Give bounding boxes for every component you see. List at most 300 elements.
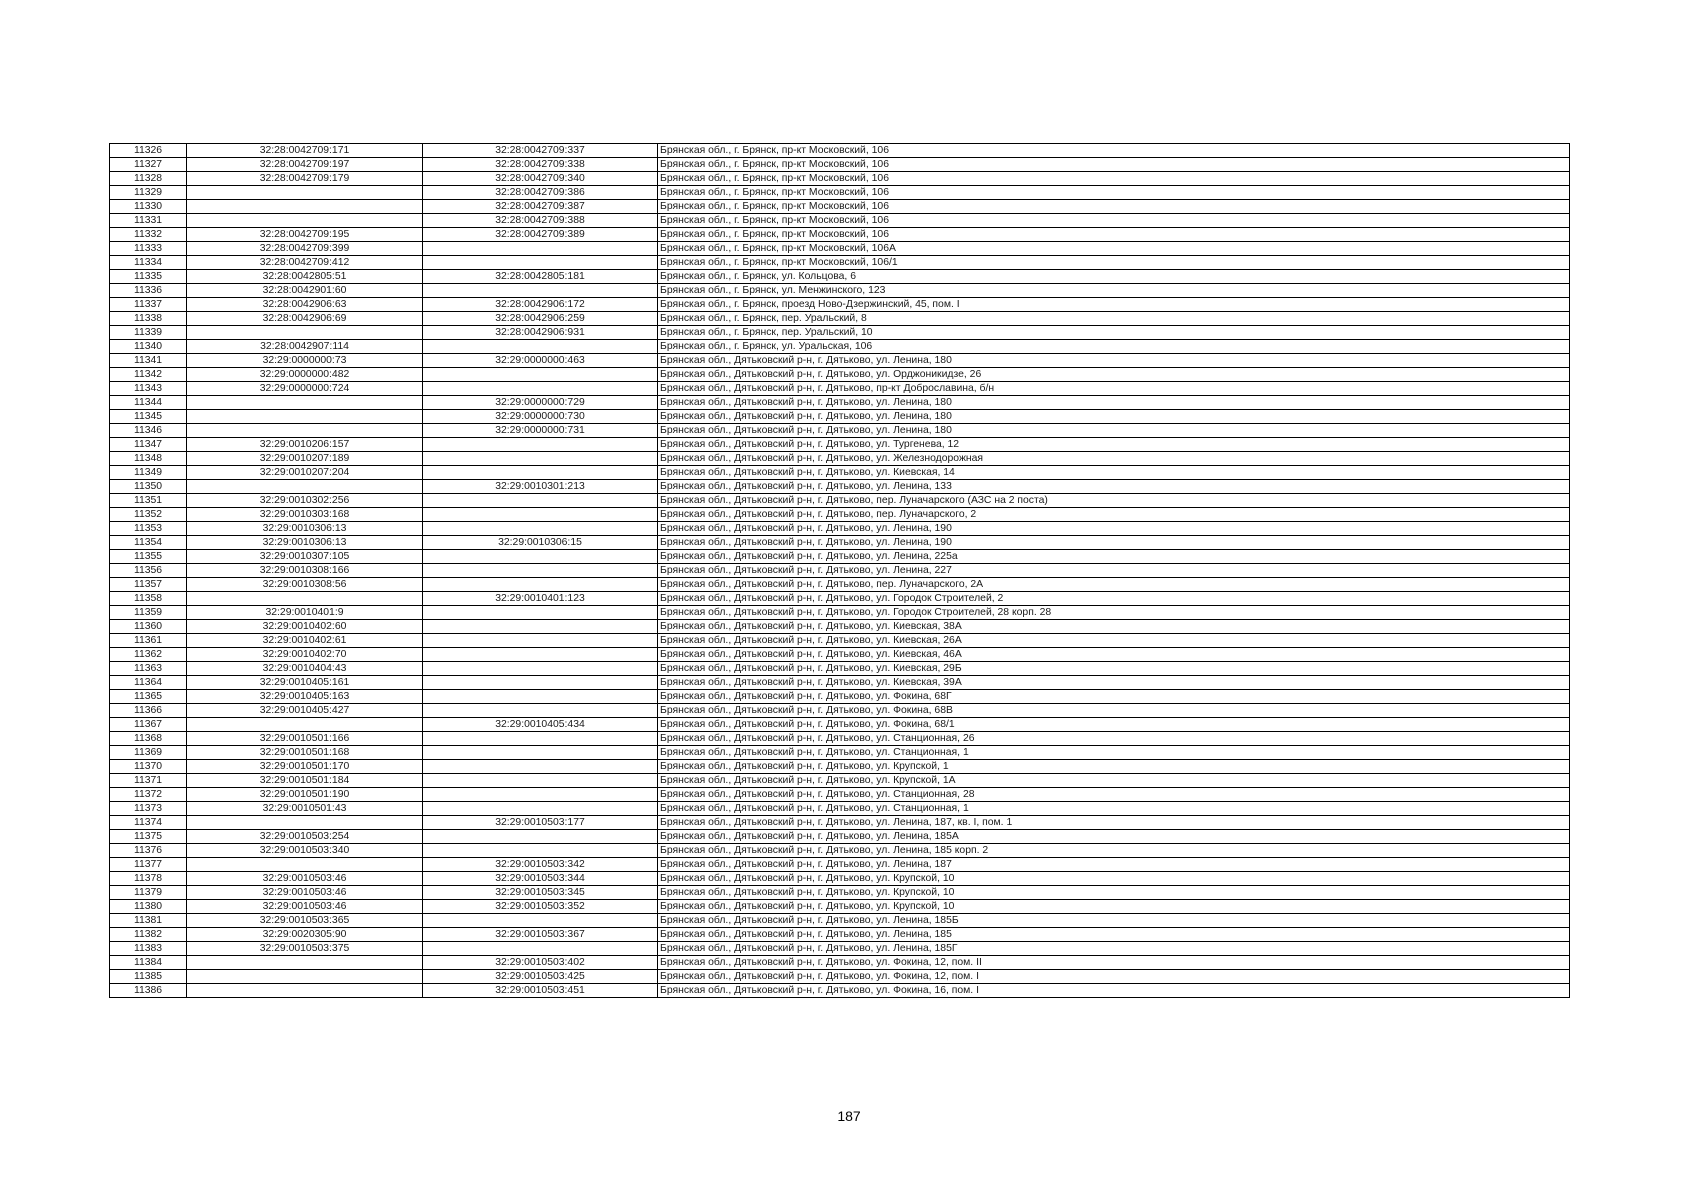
table-row [110, 200, 1570, 214]
table-row [110, 872, 1570, 886]
table-row [110, 452, 1570, 466]
cadastral-number-cell: 32:29:0010501:168 [187, 746, 423, 760]
object-number-cell: 32:29:0010306:15 [423, 536, 658, 550]
cadastral-number-cell: 32:29:0010303:168 [187, 508, 423, 522]
address-cell: Брянская обл., Дятьковский р-н, г. Дятьково, ул. Киевская, 39А [658, 676, 1570, 690]
object-number-cell [423, 802, 658, 816]
table-row [110, 704, 1570, 718]
address-cell: Брянская обл., Дятьковский р-н, г. Дятьково, ул. Крупской, 10 [658, 886, 1570, 900]
object-number-cell: 32:28:0042906:172 [423, 298, 658, 312]
row-number-cell: 11381 [110, 914, 187, 928]
object-number-cell: 32:28:0042709:388 [423, 214, 658, 228]
table-row [110, 368, 1570, 382]
row-number-cell: 11355 [110, 550, 187, 564]
table-row [110, 578, 1570, 592]
cadastral-number-cell [187, 816, 423, 830]
address-cell: Брянская обл., г. Брянск, ул. Кольцова, 6 [658, 270, 1570, 284]
table-row [110, 242, 1570, 256]
cadastral-number-cell: 32:29:0010402:60 [187, 620, 423, 634]
table-row [110, 746, 1570, 760]
table-row [110, 830, 1570, 844]
row-number-cell: 11337 [110, 298, 187, 312]
object-number-cell [423, 382, 658, 396]
cadastral-number-cell: 32:29:0010401:9 [187, 606, 423, 620]
address-cell: Брянская обл., Дятьковский р-н, г. Дятьково, ул. Крупской, 10 [658, 900, 1570, 914]
row-number-cell: 11334 [110, 256, 187, 270]
object-number-cell [423, 704, 658, 718]
cadastral-number-cell: 32:29:0010306:13 [187, 536, 423, 550]
address-cell: Брянская обл., Дятьковский р-н, г. Дятьково, ул. Ленина, 227 [658, 564, 1570, 578]
table-row [110, 942, 1570, 956]
object-number-cell: 32:28:0042709:387 [423, 200, 658, 214]
object-number-cell [423, 844, 658, 858]
table-row [110, 256, 1570, 270]
object-number-cell [423, 676, 658, 690]
address-cell: Брянская обл., Дятьковский р-н, г. Дятьково, ул. Орджоникидзе, 26 [658, 368, 1570, 382]
table-row [110, 550, 1570, 564]
row-number-cell: 11329 [110, 186, 187, 200]
object-number-cell [423, 788, 658, 802]
row-number-cell: 11336 [110, 284, 187, 298]
cadastral-number-cell: 32:29:0010307:105 [187, 550, 423, 564]
address-cell: Брянская обл., Дятьковский р-н, г. Дятьково, ул. Фокина, 68В [658, 704, 1570, 718]
row-number-cell: 11386 [110, 984, 187, 998]
table-row [110, 326, 1570, 340]
address-cell: Брянская обл., Дятьковский р-н, г. Дятьково, ул. Ленина, 180 [658, 410, 1570, 424]
table-row [110, 676, 1570, 690]
cadastral-number-cell: 32:28:0042901:60 [187, 284, 423, 298]
cadastral-number-cell [187, 984, 423, 998]
row-number-cell: 11356 [110, 564, 187, 578]
table-row [110, 956, 1570, 970]
cadastral-number-cell: 32:29:0010207:189 [187, 452, 423, 466]
object-number-cell: 32:28:0042805:181 [423, 270, 658, 284]
cadastral-number-cell [187, 214, 423, 228]
cadastral-number-cell: 32:28:0042709:179 [187, 172, 423, 186]
table-row [110, 984, 1570, 998]
table-row [110, 508, 1570, 522]
cadastral-number-cell: 32:29:0010302:256 [187, 494, 423, 508]
table-row [110, 172, 1570, 186]
row-number-cell: 11341 [110, 354, 187, 368]
table-row [110, 844, 1570, 858]
row-number-cell: 11376 [110, 844, 187, 858]
cadastral-number-cell: 32:29:0010306:13 [187, 522, 423, 536]
table-row [110, 690, 1570, 704]
table-row [110, 788, 1570, 802]
cadastral-number-cell: 32:28:0042907:114 [187, 340, 423, 354]
address-cell: Брянская обл., Дятьковский р-н, г. Дятьково, ул. Ленина, 187 [658, 858, 1570, 872]
cadastral-number-cell: 32:29:0010503:46 [187, 886, 423, 900]
cadastral-number-cell: 32:29:0010405:163 [187, 690, 423, 704]
row-number-cell: 11379 [110, 886, 187, 900]
row-number-cell: 11377 [110, 858, 187, 872]
cadastral-number-cell: 32:29:0010308:166 [187, 564, 423, 578]
cadastral-number-cell: 32:29:0010402:61 [187, 634, 423, 648]
address-cell: Брянская обл., Дятьковский р-н, г. Дятьково, пер. Луначарского (АЗС на 2 поста) [658, 494, 1570, 508]
object-number-cell: 32:29:0010503:352 [423, 900, 658, 914]
cadastral-number-cell: 32:29:0010501:184 [187, 774, 423, 788]
table-row [110, 928, 1570, 942]
row-number-cell: 11375 [110, 830, 187, 844]
cadastral-number-cell: 32:29:0000000:73 [187, 354, 423, 368]
object-number-cell [423, 438, 658, 452]
table-row [110, 228, 1570, 242]
table-row [110, 312, 1570, 326]
table-row [110, 620, 1570, 634]
object-number-cell [423, 466, 658, 480]
address-cell: Брянская обл., г. Брянск, пр-кт Московский, 106 [658, 172, 1570, 186]
cadastral-number-cell: 32:29:0010501:170 [187, 760, 423, 774]
cadastral-number-cell: 32:29:0010501:166 [187, 732, 423, 746]
table-row [110, 536, 1570, 550]
table-row [110, 662, 1570, 676]
address-cell: Брянская обл., г. Брянск, ул. Уральская, 106 [658, 340, 1570, 354]
table-row [110, 382, 1570, 396]
object-number-cell: 32:28:0042709:337 [423, 144, 658, 158]
address-cell: Брянская обл., Дятьковский р-н, г. Дятьково, ул. Фокина, 12, пом. II [658, 956, 1570, 970]
row-number-cell: 11378 [110, 872, 187, 886]
cadastral-number-cell: 32:28:0042709:197 [187, 158, 423, 172]
row-number-cell: 11385 [110, 970, 187, 984]
row-number-cell: 11362 [110, 648, 187, 662]
table-row [110, 718, 1570, 732]
row-number-cell: 11373 [110, 802, 187, 816]
object-number-cell [423, 942, 658, 956]
object-number-cell [423, 732, 658, 746]
address-cell: Брянская обл., Дятьковский р-н, г. Дятьково, ул. Станционная, 1 [658, 746, 1570, 760]
address-cell: Брянская обл., г. Брянск, пр-кт Московский, 106 [658, 186, 1570, 200]
table-row [110, 298, 1570, 312]
row-number-cell: 11359 [110, 606, 187, 620]
row-number-cell: 11331 [110, 214, 187, 228]
row-number-cell: 11340 [110, 340, 187, 354]
address-cell: Брянская обл., г. Брянск, пр-кт Московский, 106 [658, 228, 1570, 242]
cadastral-number-cell: 32:29:0010501:43 [187, 802, 423, 816]
address-cell: Брянская обл., Дятьковский р-н, г. Дятьково, ул. Киевская, 38А [658, 620, 1570, 634]
object-number-cell [423, 522, 658, 536]
object-number-cell [423, 648, 658, 662]
table-row [110, 522, 1570, 536]
table-row [110, 186, 1570, 200]
row-number-cell: 11358 [110, 592, 187, 606]
row-number-cell: 11338 [110, 312, 187, 326]
cadastral-number-cell: 32:28:0042906:69 [187, 312, 423, 326]
address-cell: Брянская обл., Дятьковский р-н, г. Дятьково, ул. Фокина, 68Г [658, 690, 1570, 704]
address-cell: Брянская обл., Дятьковский р-н, г. Дятьково, ул. Городок Строителей, 28 корп. 28 [658, 606, 1570, 620]
address-cell: Брянская обл., г. Брянск, пер. Уральский, 8 [658, 312, 1570, 326]
table-row [110, 410, 1570, 424]
cadastral-number-cell: 32:29:0010207:204 [187, 466, 423, 480]
cadastral-number-cell: 32:29:0010503:46 [187, 872, 423, 886]
table-row [110, 970, 1570, 984]
cadastral-number-cell: 32:29:0010503:365 [187, 914, 423, 928]
table-row [110, 774, 1570, 788]
row-number-cell: 11383 [110, 942, 187, 956]
row-number-cell: 11357 [110, 578, 187, 592]
cadastral-number-cell: 32:29:0010206:157 [187, 438, 423, 452]
address-cell: Брянская обл., г. Брянск, проезд Ново-Дзержинский, 45, пом. I [658, 298, 1570, 312]
row-number-cell: 11332 [110, 228, 187, 242]
object-number-cell: 32:28:0042709:386 [423, 186, 658, 200]
object-number-cell: 32:29:0010405:434 [423, 718, 658, 732]
object-number-cell [423, 690, 658, 704]
table-row [110, 214, 1570, 228]
object-number-cell: 32:29:0010503:344 [423, 872, 658, 886]
address-cell: Брянская обл., Дятьковский р-н, г. Дятьково, ул. Станционная, 28 [658, 788, 1570, 802]
object-number-cell: 32:29:0010503:345 [423, 886, 658, 900]
address-cell: Брянская обл., Дятьковский р-н, г. Дятьково, ул. Фокина, 16, пом. I [658, 984, 1570, 998]
address-cell: Брянская обл., Дятьковский р-н, г. Дятьково, ул. Ленина, 185 [658, 928, 1570, 942]
address-cell: Брянская обл., Дятьковский р-н, г. Дятьково, ул. Тургенева, 12 [658, 438, 1570, 452]
row-number-cell: 11353 [110, 522, 187, 536]
table-row [110, 886, 1570, 900]
address-cell: Брянская обл., Дятьковский р-н, г. Дятьково, ул. Киевская, 26А [658, 634, 1570, 648]
row-number-cell: 11328 [110, 172, 187, 186]
object-number-cell [423, 508, 658, 522]
object-number-cell [423, 494, 658, 508]
object-number-cell [423, 634, 658, 648]
object-number-cell [423, 620, 658, 634]
object-number-cell: 32:29:0010503:425 [423, 970, 658, 984]
row-number-cell: 11343 [110, 382, 187, 396]
cadastral-number-cell [187, 970, 423, 984]
cadastral-number-cell: 32:29:0010503:254 [187, 830, 423, 844]
table-row [110, 424, 1570, 438]
row-number-cell: 11360 [110, 620, 187, 634]
cadastral-number-cell: 32:29:0010503:340 [187, 844, 423, 858]
address-cell: Брянская обл., Дятьковский р-н, г. Дятьково, ул. Крупской, 1А [658, 774, 1570, 788]
table-row [110, 732, 1570, 746]
object-number-cell: 32:28:0042906:931 [423, 326, 658, 340]
object-number-cell: 32:29:0000000:730 [423, 410, 658, 424]
row-number-cell: 11371 [110, 774, 187, 788]
row-number-cell: 11369 [110, 746, 187, 760]
table-row [110, 592, 1570, 606]
object-number-cell: 32:28:0042709:340 [423, 172, 658, 186]
object-number-cell: 32:29:0010301:213 [423, 480, 658, 494]
object-number-cell [423, 550, 658, 564]
cadastral-number-cell: 32:28:0042906:63 [187, 298, 423, 312]
row-number-cell: 11342 [110, 368, 187, 382]
row-number-cell: 11368 [110, 732, 187, 746]
row-number-cell: 11354 [110, 536, 187, 550]
table-row [110, 158, 1570, 172]
address-cell: Брянская обл., Дятьковский р-н, г. Дятьково, ул. Ленина, 185 корп. 2 [658, 844, 1570, 858]
cadastral-number-cell [187, 396, 423, 410]
row-number-cell: 11347 [110, 438, 187, 452]
object-number-cell: 32:29:0010503:451 [423, 984, 658, 998]
address-cell: Брянская обл., Дятьковский р-н, г. Дятьково, ул. Крупской, 1 [658, 760, 1570, 774]
object-number-cell [423, 606, 658, 620]
object-number-cell: 32:29:0000000:731 [423, 424, 658, 438]
address-cell: Брянская обл., Дятьковский р-н, г. Дятьково, ул. Фокина, 68/1 [658, 718, 1570, 732]
object-number-cell [423, 662, 658, 676]
object-number-cell [423, 340, 658, 354]
cadastral-number-cell [187, 326, 423, 340]
row-number-cell: 11364 [110, 676, 187, 690]
table-row [110, 760, 1570, 774]
cadastral-number-cell [187, 480, 423, 494]
object-number-cell: 32:29:0010503:402 [423, 956, 658, 970]
address-cell: Брянская обл., Дятьковский р-н, г. Дятьково, ул. Ленина, 187, кв. I, пом. 1 [658, 816, 1570, 830]
cadastral-number-cell [187, 592, 423, 606]
table-body [110, 144, 1570, 998]
row-number-cell: 11363 [110, 662, 187, 676]
object-number-cell [423, 578, 658, 592]
row-number-cell: 11380 [110, 900, 187, 914]
row-number-cell: 11352 [110, 508, 187, 522]
cadastral-number-cell: 32:29:0010503:46 [187, 900, 423, 914]
object-number-cell [423, 256, 658, 270]
address-cell: Брянская обл., Дятьковский р-н, г. Дятьково, ул. Фокина, 12, пом. I [658, 970, 1570, 984]
cadastral-number-cell: 32:29:0010404:43 [187, 662, 423, 676]
row-number-cell: 11335 [110, 270, 187, 284]
row-number-cell: 11366 [110, 704, 187, 718]
object-number-cell: 32:29:0010401:123 [423, 592, 658, 606]
address-cell: Брянская обл., Дятьковский р-н, г. Дятьково, ул. Ленина, 185Г [658, 942, 1570, 956]
object-number-cell: 32:29:0010503:177 [423, 816, 658, 830]
cadastral-number-cell: 32:28:0042709:195 [187, 228, 423, 242]
object-number-cell [423, 746, 658, 760]
address-cell: Брянская обл., Дятьковский р-н, г. Дятьково, ул. Ленина, 180 [658, 424, 1570, 438]
object-number-cell: 32:29:0010503:367 [423, 928, 658, 942]
cadastral-number-cell: 32:29:0000000:724 [187, 382, 423, 396]
cadastral-number-cell [187, 956, 423, 970]
table-row [110, 494, 1570, 508]
cadastral-number-cell: 32:29:0000000:482 [187, 368, 423, 382]
row-number-cell: 11348 [110, 452, 187, 466]
cadastral-number-cell: 32:29:0010308:56 [187, 578, 423, 592]
table-row [110, 480, 1570, 494]
row-number-cell: 11326 [110, 144, 187, 158]
table-row [110, 284, 1570, 298]
object-number-cell [423, 564, 658, 578]
table-row [110, 606, 1570, 620]
row-number-cell: 11327 [110, 158, 187, 172]
address-cell: Брянская обл., Дятьковский р-н, г. Дятьково, ул. Ленина, 225а [658, 550, 1570, 564]
table-row [110, 900, 1570, 914]
row-number-cell: 11350 [110, 480, 187, 494]
table-row [110, 466, 1570, 480]
cadastral-number-cell: 32:29:0010501:190 [187, 788, 423, 802]
address-cell: Брянская обл., Дятьковский р-н, г. Дятьково, ул. Ленина, 190 [658, 536, 1570, 550]
table-row [110, 634, 1570, 648]
address-cell: Брянская обл., Дятьковский р-н, г. Дятьково, ул. Ленина, 185А [658, 830, 1570, 844]
cadastral-number-cell [187, 200, 423, 214]
object-number-cell [423, 830, 658, 844]
address-cell: Брянская обл., Дятьковский р-н, г. Дятьково, ул. Ленина, 133 [658, 480, 1570, 494]
address-cell: Брянская обл., Дятьковский р-н, г. Дятьково, ул. Киевская, 29Б [658, 662, 1570, 676]
table-row [110, 144, 1570, 158]
row-number-cell: 11345 [110, 410, 187, 424]
row-number-cell: 11333 [110, 242, 187, 256]
row-number-cell: 11349 [110, 466, 187, 480]
cadastral-number-cell: 32:29:0020305:90 [187, 928, 423, 942]
cadastral-number-cell [187, 858, 423, 872]
address-cell: Брянская обл., Дятьковский р-н, г. Дятьково, ул. Крупской, 10 [658, 872, 1570, 886]
table-row [110, 354, 1570, 368]
cadastral-number-cell: 32:29:0010405:427 [187, 704, 423, 718]
table-row [110, 396, 1570, 410]
row-number-cell: 11344 [110, 396, 187, 410]
object-number-cell: 32:28:0042709:338 [423, 158, 658, 172]
address-cell: Брянская обл., Дятьковский р-н, г. Дятьково, пер. Луначарского, 2 [658, 508, 1570, 522]
cadastral-number-cell: 32:28:0042709:399 [187, 242, 423, 256]
address-cell: Брянская обл., г. Брянск, пер. Уральский, 10 [658, 326, 1570, 340]
object-number-cell [423, 368, 658, 382]
table-row [110, 858, 1570, 872]
cadastral-number-cell [187, 718, 423, 732]
address-cell: Брянская обл., Дятьковский р-н, г. Дятьково, ул. Ленина, 180 [658, 396, 1570, 410]
object-number-cell: 32:29:0000000:729 [423, 396, 658, 410]
address-cell: Брянская обл., г. Брянск, пр-кт Московский, 106 [658, 214, 1570, 228]
row-number-cell: 11339 [110, 326, 187, 340]
address-cell: Брянская обл., Дятьковский р-н, г. Дятьково, ул. Станционная, 1 [658, 802, 1570, 816]
address-cell: Брянская обл., г. Брянск, пр-кт Московский, 106 [658, 200, 1570, 214]
cadastral-number-cell: 32:28:0042709:171 [187, 144, 423, 158]
address-cell: Брянская обл., г. Брянск, пр-кт Московский, 106 [658, 144, 1570, 158]
address-cell: Брянская обл., Дятьковский р-н, г. Дятьково, ул. Станционная, 26 [658, 732, 1570, 746]
table-row [110, 564, 1570, 578]
table-row [110, 802, 1570, 816]
cadastral-number-cell [187, 186, 423, 200]
object-number-cell: 32:28:0042709:389 [423, 228, 658, 242]
address-cell: Брянская обл., г. Брянск, пр-кт Московский, 106/1 [658, 256, 1570, 270]
page-number: 187 [837, 1108, 861, 1124]
table-row [110, 438, 1570, 452]
cadastral-number-cell [187, 424, 423, 438]
object-number-cell: 32:28:0042906:259 [423, 312, 658, 326]
address-cell: Брянская обл., Дятьковский р-н, г. Дятьково, пр-кт Доброславина, б/н [658, 382, 1570, 396]
table-row [110, 648, 1570, 662]
row-number-cell: 11330 [110, 200, 187, 214]
address-cell: Брянская обл., Дятьковский р-н, г. Дятьково, ул. Киевская, 14 [658, 466, 1570, 480]
address-cell: Брянская обл., Дятьковский р-н, г. Дятьково, ул. Киевская, 46А [658, 648, 1570, 662]
object-number-cell: 32:29:0010503:342 [423, 858, 658, 872]
cadastral-table [109, 143, 1570, 998]
object-number-cell [423, 284, 658, 298]
address-cell: Брянская обл., г. Брянск, пр-кт Московский, 106 [658, 158, 1570, 172]
object-number-cell: 32:29:0000000:463 [423, 354, 658, 368]
row-number-cell: 11372 [110, 788, 187, 802]
table-row [110, 914, 1570, 928]
address-cell: Брянская обл., Дятьковский р-н, г. Дятьково, ул. Ленина, 190 [658, 522, 1570, 536]
table-row [110, 270, 1570, 284]
cadastral-number-cell: 32:29:0010402:70 [187, 648, 423, 662]
object-number-cell [423, 242, 658, 256]
address-cell: Брянская обл., Дятьковский р-н, г. Дятьково, ул. Железнодорожная [658, 452, 1570, 466]
row-number-cell: 11382 [110, 928, 187, 942]
cadastral-number-cell [187, 410, 423, 424]
table-row [110, 816, 1570, 830]
address-cell: Брянская обл., г. Брянск, пр-кт Московский, 106А [658, 242, 1570, 256]
row-number-cell: 11351 [110, 494, 187, 508]
object-number-cell [423, 914, 658, 928]
address-cell: Брянская обл., Дятьковский р-н, г. Дятьково, ул. Ленина, 185Б [658, 914, 1570, 928]
row-number-cell: 11374 [110, 816, 187, 830]
object-number-cell [423, 452, 658, 466]
address-cell: Брянская обл., Дятьковский р-н, г. Дятьково, ул. Городок Строителей, 2 [658, 592, 1570, 606]
object-number-cell [423, 774, 658, 788]
row-number-cell: 11384 [110, 956, 187, 970]
cadastral-number-cell: 32:28:0042709:412 [187, 256, 423, 270]
address-cell: Брянская обл., Дятьковский р-н, г. Дятьково, ул. Ленина, 180 [658, 354, 1570, 368]
cadastral-number-cell: 32:29:0010405:161 [187, 676, 423, 690]
address-cell: Брянская обл., г. Брянск, ул. Менжинского, 123 [658, 284, 1570, 298]
cadastral-number-cell: 32:28:0042805:51 [187, 270, 423, 284]
row-number-cell: 11365 [110, 690, 187, 704]
